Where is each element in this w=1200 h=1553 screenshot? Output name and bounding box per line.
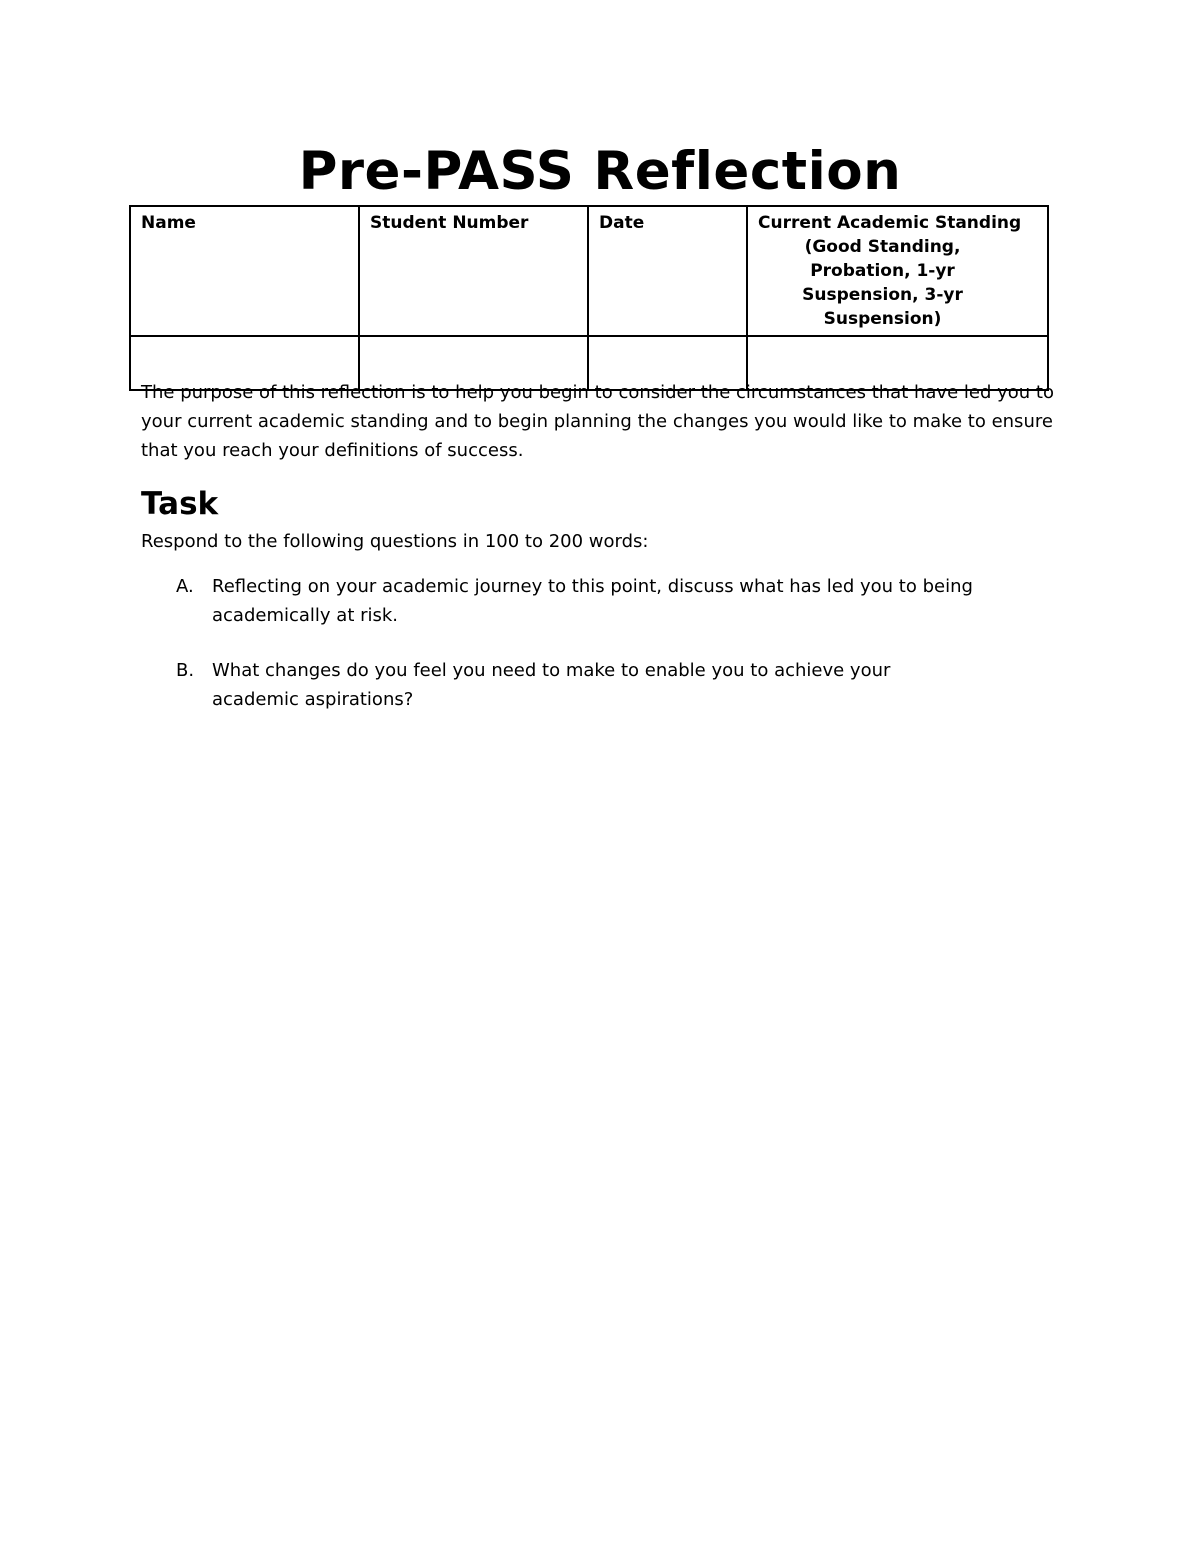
question-marker: A. <box>176 576 194 597</box>
header-date: Date <box>588 206 747 336</box>
task-heading: Task <box>141 486 219 522</box>
header-student-number: Student Number <box>359 206 588 336</box>
question-text: Reflecting on your academic journey to this point, discuss what has led you to being academically at risk. <box>212 576 973 626</box>
question-b <box>176 656 976 714</box>
question-marker: B. <box>176 660 195 681</box>
intro-paragraph: The purpose of this reflection is to help you begin to consider the circumstances that have led you to your current academic standing and to begin planning the changes you would like to make to ensure that you reach your definitions of success. <box>141 382 1054 461</box>
task-instruction: Respond to the following questions in 100 to 200 words: <box>141 531 649 552</box>
header-name: Name <box>130 206 359 336</box>
table-header-row <box>130 206 1048 336</box>
question-text: What changes do you feel you need to make to enable you to achieve your academic aspirations? <box>212 660 891 710</box>
student-info-table <box>129 205 1049 391</box>
page-title: Pre-PASS Reflection <box>298 141 902 202</box>
header-standing-options: (Good Standing, Probation, 1-yr Suspension, 3-yr Suspension) <box>802 237 963 329</box>
header-standing-label: Current Academic Standing <box>758 213 1022 233</box>
header-academic-standing <box>747 206 1048 336</box>
question-a <box>176 572 976 630</box>
